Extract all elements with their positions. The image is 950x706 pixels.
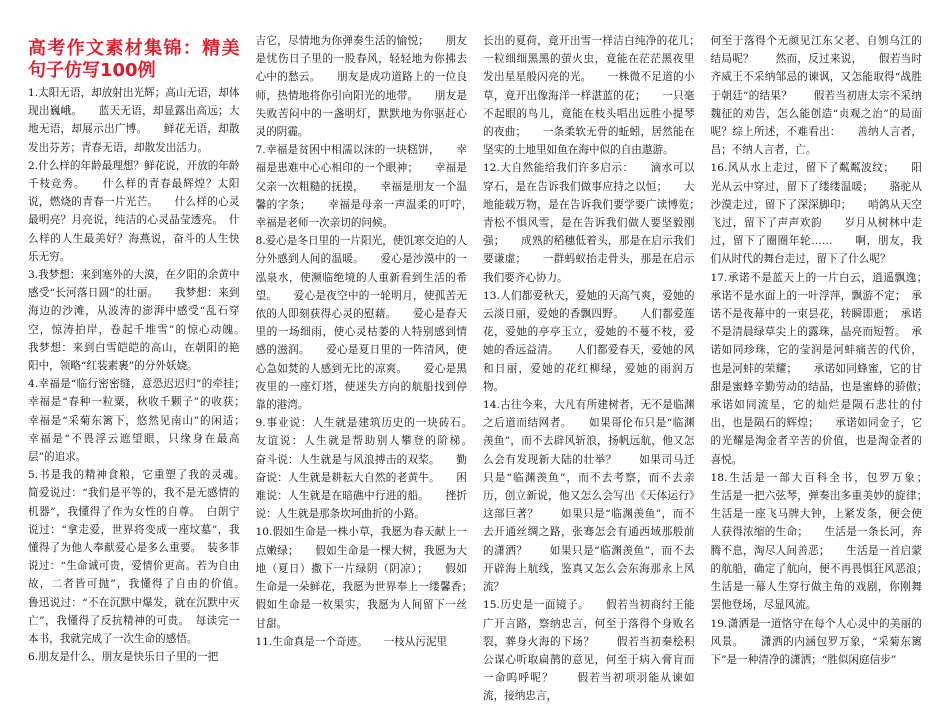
text-column-1 (28, 32, 261, 664)
paragraph: 4.幸福是“临行密密缝，意恐迟迟归”的牵挂； 幸福是“春种一粒粟，秋收千颗子”的收获； 幸福是“采菊东篱下，悠然见南山”的闲适； 幸福是“不畏浮云遮望眼，只缘身在最高层”的追求。 (28, 378, 261, 464)
paragraph: 12.大自然能给我们许多启示： 滴水可以穿石，是在告诉我们做事应持之以恒； 大地能载万物，是在告诉我们要学要广读博览； 青松不惧风雪，是在告诉我们做人要坚毅刚强； 成熟的稻穗低着头，那是在启示我们要谦虚； 一群蚂蚁抬走骨头，那是在启示我们要齐心协力。 (483, 162, 716, 284)
paragraph: 11.生命真是一个奇迹。 一枝从污泥里 (255, 635, 448, 648)
paragraph: 1.太阳无语，却放射出光辉；高山无语，却体现出巍峨。 蓝天无语，却显露出高远；大地无语，却展示出广博。 鲜花无语，却散发出芬芳；青春无语，却散发出活力。 (28, 87, 240, 154)
paragraph: 10.假如生命是一株小草，我愿为春天献上一点嫩绿； 假如生命是一棵大树，我愿为大地（夏日）撒下一片绿阴（阴凉）； 假如生命是一朵鲜花，我愿为世界奉上一缕馨香； 假如生命是一枚果实，我愿为人间留下一丝甘甜。 (255, 526, 489, 630)
paragraph: 5.书是我的精神食粮，它重塑了我的灵魂。 简爱说过：“我们是平等的，我不是无感情的机器”，我懂得了作为女性的自尊。 白朗宁说过：“拿走爱，世界将变成一座坟墓”，我懂得了为他人奉献爱心是多么重要。 装多菲说过：“生命诚可贵，爱情价更高。若为自由故，二者皆可抛”，我懂得了自由的价值。 鲁迅说过：“不在沉默中爆发，就在沉默中灭亡”，我懂得了反抗精神的可贵。 每读完一本书，我就完成了一次生命的感悟。 (28, 469, 261, 646)
paragraph: 3.我梦想：来到塞外的大漠，在夕阳的余黄中感受“长河落日圆”的壮丽。 我梦想：来到海边的沙滩，从波涛的澎湃中感受“乱石穿空，惊涛拍岸，卷起千堆雪”的惊心动魄。 我梦想：来到白雪皑皑的高山，在朝阳的艳阳中，领略“红装素裹”的分外妖娆。 (28, 269, 261, 373)
paragraph: 9.事业说：人生就是建筑历史的一块砖石。 友谊说：人生就是帮助别人攀登的阶梯。 奋斗说：人生就是与风浪搏击的双桨。 勤奋说：人生就是耕耘大自然的老黄牛。 困难说：人生就是在暗礁中行进的船。 挫折说：人生就是那条坎坷曲折的小路。 (255, 417, 489, 521)
text-column-3 (483, 32, 716, 703)
text-column-4 (710, 32, 944, 666)
paragraph: 何至于落得个无颜见江东父老、自刎乌江的结局呢？ 然而，反过来说， 假若当时齐威王不采纳邹忌的谏讽，又怎能取得“战胜于朝廷”的结果？ 假若当初唐太宗不采纳魏征的劝告，怎么能创造“贞观之治”的局面呢？综上所述，不难看出： 善纳人言者，昌；不纳人言者，亡。 (710, 35, 922, 157)
paragraph: 17.承诺不是蓝天上的一片白云，逍遥飘逸； 承诺不是水面上的一叶浮萍，飘游不定； 承诺不是夜幕中的一束昙花，转瞬即逝； 承诺不是清晨绿草尖上的露珠，晶亮而短暂。 承诺如同珍珠，它的莹润是河蚌痛苦的代价，也是河蚌的荣耀； 承诺如同蜂蜜，它的甘甜是蜜蜂辛勤劳动的结晶，也是蜜蜂的骄傲； 承诺如同流星，它的灿烂是陨石悲壮的付出，也是陨石的辉煌； 承诺如同金子，它的光耀是淘金者辛苦的价值，也是淘金者的喜悦。 (710, 271, 944, 466)
paragraph: 13.人们都爱秋天，爱她的天高气爽，爱她的云淡日丽，爱她的香飘四野。 人们都爱莲花，爱她的亭亭玉立，爱她的不蔓不枝，爱她的香远益清。 人们都爱春天，爱她的风和日丽，爱她的花红柳绿，爱她的雨润万物。 (483, 289, 695, 393)
paragraph: 8.爱心是冬日里的一片阳光，使饥寒交迫的人分外感到人间的温暖。 爱心是沙漠中的一泓泉水，使濒临绝境的人重新看到生活的希望。 爱心是夜空中的一轮明月，使孤苦无依的人即刻获得心灵的慰藉。 爱心是春天里的一场细雨，使心灵枯萎的人特别感到情感的滋润。 爱心是夏日里的一阵清风，使心急如焚的人感到无比的凉爽。 爱心是黑夜里的一座灯塔，使迷失方向的航船找到停靠的港湾。 (255, 235, 467, 412)
paragraph: 吉它，尽情地为你弹奏生活的愉悦； 朋友是忧伤日子里的一股春风，轻轻地为你拂去心中的愁云。 朋友是成功道路上的一位良师，热情地将你引向阳光的地带。 朋友是失败苦闷中的一盏明灯，默默地为你驱赶心灵的阴霾。 (255, 35, 467, 139)
paragraph: 15.历史是一面镜子。 假若当初商纣王能广开言路，察纳忠言，何至于落得个身败名裂，葬身火海的下场？ 假若当初秦桧积公谋心听取扁鹊的意见，何至于病入膏肓而一命呜呼呢？ 假若当初项羽能从谏如流，接纳忠言， (483, 599, 695, 703)
paragraph: 16.风从水上走过，留下了粼粼波纹； 阳光从云中穿过，留下了缕缕温暖； 骆驼从沙漠走过，留下了深深脚印； 哨鸽从天空飞过，留下了声声欢韵 岁月从树林中走过，留下了圈圈年轮…… 啊，朋友，我们从时代的舞台走过，留下了什么呢？ (710, 162, 922, 266)
paragraph: 18.生活是一部大百科全书，包罗万象； 生活是一把六弦琴，弹奏出多重美妙的旋律； 生活是一座飞马牌大钟，上紧发条，便会使人获得浓缩的生命； 生活是一条长河，奔腾不息，淘尽人间善恶； 生活是一首启蒙的航船，确定了航向，便不再畏惧狂风恶浪； 生活是一幕人生穿行做主角的戏剧，你刚舞罢他登场，尽显风流。 (710, 471, 944, 612)
paragraph: 6.朋友是什么，朋友是快乐日子里的一把 (28, 651, 219, 664)
paragraph: 19.潇洒是一道恪守在每个人心灵中的美丽的风景。 潇洒的内涵包罗万象，“采菊东篱下”是一种清净的潇洒；“胜似闲庭信步” (710, 617, 922, 666)
paragraph: 14.古往今来，大凡有所建树者，无不是临渊之后道而结网者。 如果哥伦布只是“临渊羡鱼”，而不去辟风斩浪，扬帆远航，他又怎么会有发现新大陆的壮举？ 如果司马迁只是“临渊羡鱼”，而不去考察，而不去亲历，创立新说，他又怎么会写出《天体运行》这部巨著？ 如果只是“临渊羡鱼”，而不去开通丝绸之路，张骞怎会有通西域那般前的潇洒？ 如果只是“临渊羡鱼”，而不去开辟海上航线，鉴真又怎么会东海那永上风流？ (483, 399, 695, 594)
paragraph: 长出的夏荷，竟开出雪一样洁白纯净的花儿； 一粒细细黑黑的萤火虫，竟能在茫茫黑夜里发出星星般闪亮的光。 一株微不足道的小草，竟开出像海洋一样湛蓝的花； 一只毫不起眼的鸟儿，竟能在枝头唱出远胜小提琴的夜曲； 一条柔软无骨的蚯蚓，居然能在坚实的土地里如鱼在海中似的自由遨游。 (483, 35, 716, 157)
paragraph: 2.什么样的年龄最理想？鲜花说，开放的年龄千枝竞秀。 什么样的青春最辉煌？太阳说，燃烧的青春一片光芒。 什么样的心灵最明亮？月亮说，纯洁的心灵晶莹透亮。 什么样的人生最美好？海燕说，奋斗的人生快乐无穷。 (28, 159, 240, 263)
document-title: 高考作文素材集锦：精美句子仿写100例 (28, 38, 240, 81)
paragraph: 7.幸福是贫困中相濡以沫的一块糕饼， 幸福是患难中心心相印的一个眼神； 幸福是父亲一次粗糙的抚摸， 幸福是朋友一个温馨的字条； 幸福是母亲一声温柔的叮咛， 幸福是老师一次亲切的问候。 (255, 144, 489, 230)
text-column-2 (255, 32, 489, 662)
